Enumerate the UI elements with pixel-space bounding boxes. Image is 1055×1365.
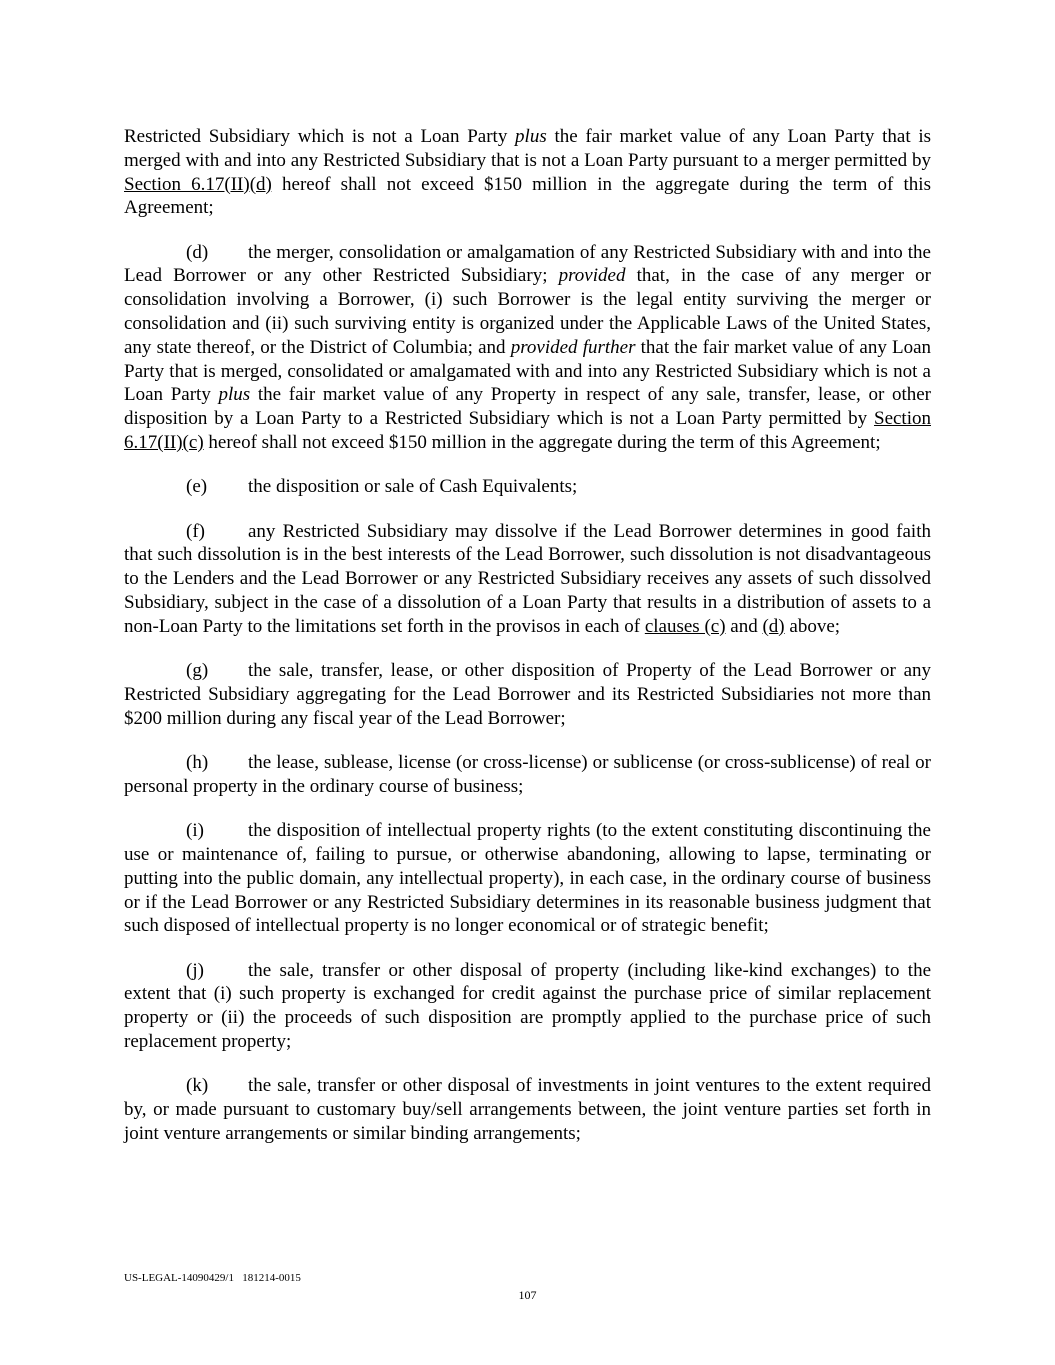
text-run: above; <box>784 615 841 637</box>
emphasis-term: plus <box>515 126 547 147</box>
clause-label: (f) <box>186 520 205 542</box>
section-reference: Section 6.17(II)(d) <box>124 173 272 195</box>
clause-label: (e) <box>186 476 208 498</box>
clause-label: (i) <box>186 820 204 842</box>
document-id-footer: US-LEGAL-14090429/1 181214-0015 <box>124 1272 301 1284</box>
clause-paragraph <box>124 1074 931 1145</box>
clause-paragraph <box>124 241 931 455</box>
text-run: any Restricted Subsidiary may dissolve if the Lead Borrower determines in good faith that such dissolution is in the best interests of the Lead Borrower, such dissolution is not disadvantageous to the Lenders and the Lead Borrower or any Restricted Subsidiary receives any assets of such dissolved Subsidiary, subject in the case of a dissolution of a Loan Party that results in a distribution of assets to a non-Loan Party to the limitations set forth in the provisos in each of <box>124 520 931 637</box>
text-run: the fair market value of any Property in respect of any sale, transfer, lease, or other disposition by a Loan Party to a Restricted Subsidiary which is not a Loan Party permitted by <box>124 384 931 430</box>
text-run: the lease, sublease, license (or cross-license) or sublicense (or cross-sublicense) of real or personal property in the ordinary course of business; <box>124 752 931 797</box>
section-reference: clauses (c) <box>644 615 726 637</box>
emphasis-term: provided <box>558 265 626 287</box>
text-run: the sale, transfer or other disposal of investments in joint ventures to the extent required by, or made pursuant to customary buy/sell arrangements between, the joint venture parties set forth in joint venture arrangements or similar binding arrangements; <box>124 1075 931 1144</box>
clause-paragraph <box>124 751 931 799</box>
clause-paragraph <box>124 520 931 639</box>
emphasis-term: provided further <box>510 336 636 358</box>
clause-label: (g) <box>186 660 209 682</box>
clause-label: (j) <box>186 959 204 981</box>
document-body <box>124 125 931 1166</box>
text-run: hereof shall not exceed $150 million in the aggregate during the term of this Agreement; <box>203 432 881 454</box>
clause-paragraph <box>124 659 931 730</box>
text-run: the sale, transfer, lease, or other disposition of Property of the Lead Borrower or any Restricted Subsidiary aggregating for the Lead Borrower and its Restricted Subsidiaries not more than $200 million during any fiscal year of the Lead Borrower; <box>124 660 931 729</box>
continuation-paragraph <box>124 125 931 220</box>
text-run: Restricted Subsidiary which is not a Loan Party <box>124 126 516 147</box>
text-run: hereof shall not exceed $150 million in the aggregate during the term of this Agreement; <box>124 173 931 219</box>
clause-label: (k) <box>186 1075 209 1097</box>
section-reference: (d) <box>762 615 785 637</box>
text-run: the merger, consolidation or amalgamation of any Restricted Subsidiary with and into the Lead Borrower or any other Restricted Subsidiary; <box>124 241 931 287</box>
clause-paragraph <box>124 959 931 1054</box>
section-reference: Section 6.17(II)(c) <box>124 408 931 454</box>
text-run: the disposition of intellectual property rights (to the extent constituting discontinuing the use or maintenance of, failing to pursue, or otherwise abandoning, allowing to lapse, terminating or putting into the public domain, any intellectual property), in each case, in the ordinary course of business or if the Lead Borrower or any Restricted Subsidiary determines in its reasonable business judgment that such disposed of intellectual property is no longer economical or of strategic benefit; <box>124 820 931 937</box>
emphasis-term: plus <box>218 384 251 406</box>
clause-label: (h) <box>186 752 209 774</box>
clause-label: (d) <box>186 241 209 263</box>
text-run: and <box>725 615 763 637</box>
clause-paragraph <box>124 475 931 499</box>
clause-paragraph <box>124 819 931 938</box>
text-run: the disposition or sale of Cash Equivalents; <box>248 476 578 498</box>
text-run: the sale, transfer or other disposal of property (including like-kind exchanges) to the extent that (i) such property is exchanged for credit against the purchase price of similar replacement property or (ii) the proceeds of such disposition are promptly applied to the purchase price of such replacement property; <box>124 959 931 1052</box>
text-run: that the fair market value of any Loan Party that is merged, consolidated or amalgamated with and into any Restricted Subsidiary which is not a Loan Party <box>124 336 932 406</box>
page-number: 107 <box>518 1288 537 1302</box>
text-run: the fair market value of any Loan Party that is merged with and into any Restricted Subsidiary that is not a Loan Party pursuant to a merger permitted by <box>124 126 931 171</box>
text-run: that, in the case of any merger or consolidation involving a Borrower, (i) such Borrower is the legal entity surviving the merger or consolidation and (ii) such surviving entity is organized under the Applicable Laws of the United States, any state thereof, or the District of Columbia; and <box>124 265 931 358</box>
